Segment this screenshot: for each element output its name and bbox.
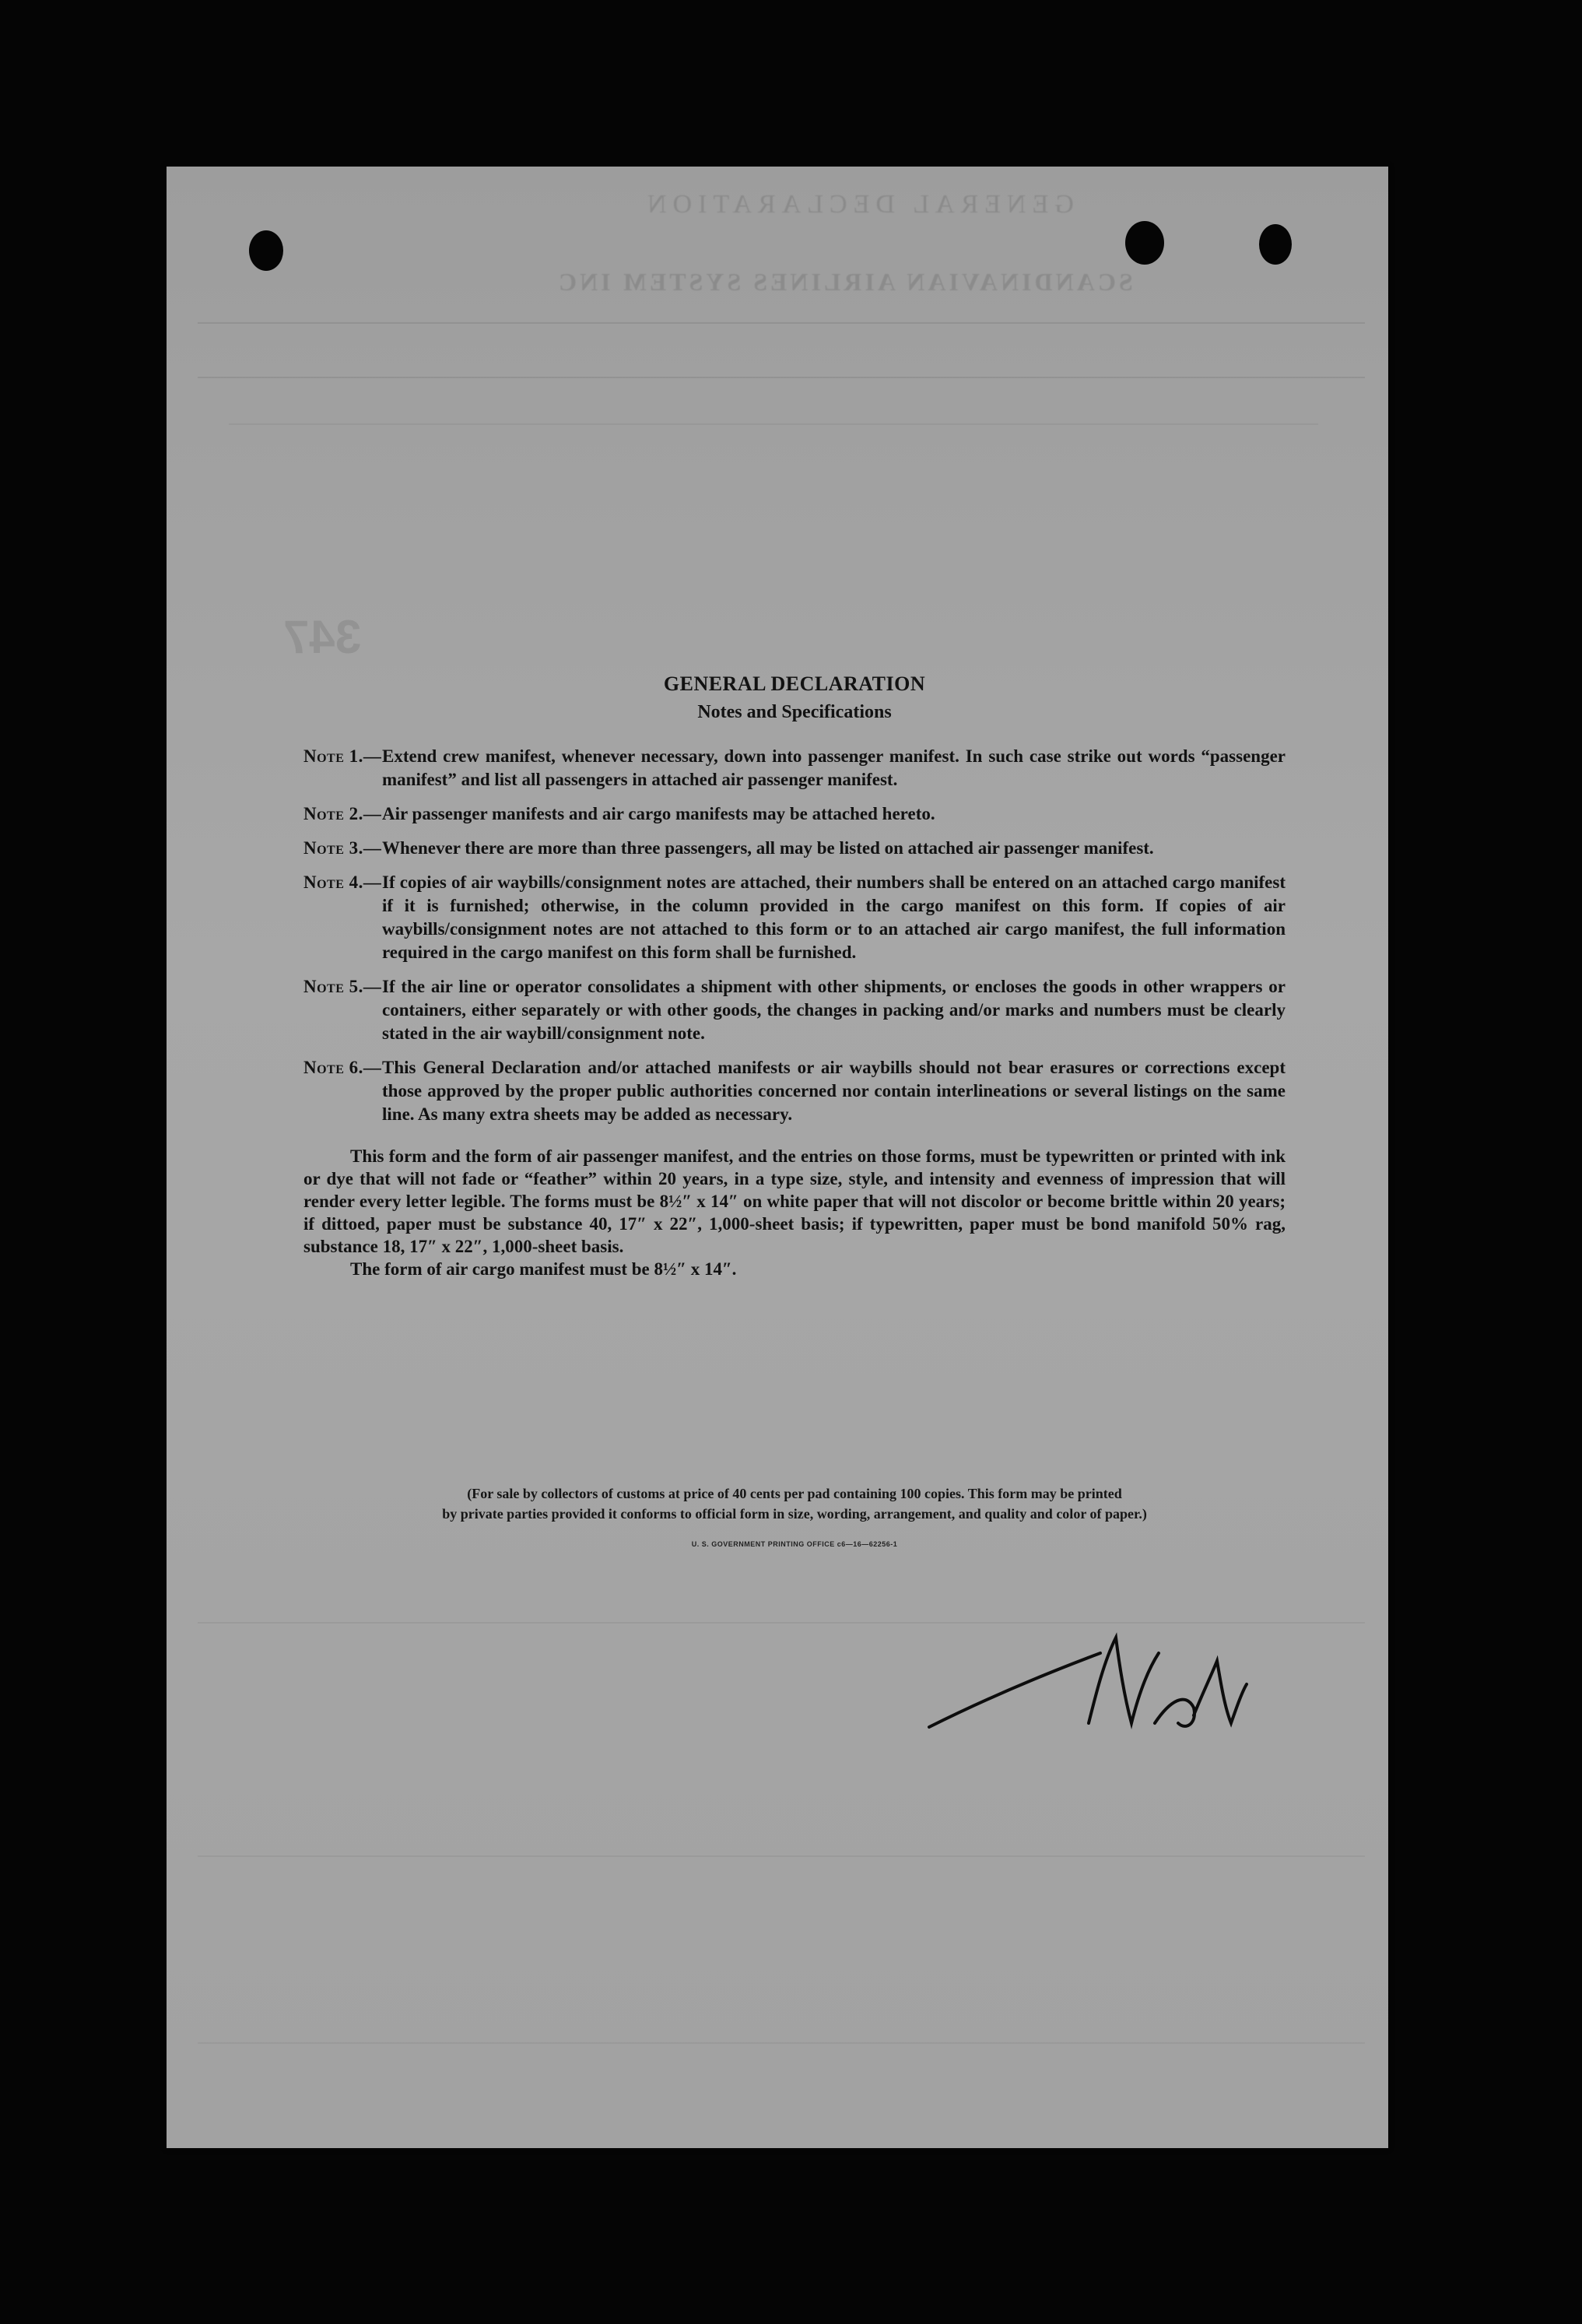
sale-notice: [303, 1483, 1286, 1524]
note-5: [303, 975, 1286, 1045]
bleed-through-rule: [198, 2042, 1365, 2044]
note-1: [303, 745, 1286, 792]
bleed-through-heading: GENERAL DECLARATION: [641, 190, 1074, 219]
document-page: [167, 167, 1388, 2148]
note-text: Whenever there are more than three passengers, all may be listed on attached air passenger manifest.: [382, 838, 1154, 858]
printer-imprint: U. S. GOVERNMENT PRINTING OFFICE c6—16—62256-1: [691, 1540, 898, 1548]
note-text: If the air line or operator consolidates a shipment with other shipments, or encloses the goods in other wrappers or containers, either separately or with other goods, the changes in packing and/or marks and numbers must be clearly stated in the air waybill/consignment note.: [382, 977, 1286, 1043]
note-text: This General Declaration and/or attached manifests or air waybills should not bear erasures or corrections except those approved by the proper public authorities concerned nor contain interlineations or several listings on the same line. As many extra sheets may be added as necessary.: [382, 1058, 1286, 1124]
bleed-through-rule: [198, 322, 1365, 324]
note-2: [303, 802, 1286, 826]
form-requirements-paragraph: This form and the form of air passenger manifest, and the entries on those forms, must be typewritten or printed with ink or dye that will not fade or “feather” within 20 years, in a type size, style, and intensity and evenness of impression that will render every letter legible. The forms must be 8½″ x 14″ on white paper that will not discolor or become brittle within 20 years; if dittoed, paper must be substance 40, 17″ x 22″, 1,000-sheet basis; if typewritten, paper must be bond manifold 50% rag, substance 18, 17″ x 22″, 1,000-sheet basis.: [303, 1146, 1286, 1256]
note-text: Air passenger manifests and air cargo manifests may be attached hereto.: [382, 804, 935, 823]
note-3: [303, 837, 1286, 860]
note-6: [303, 1056, 1286, 1126]
sale-notice-line-1: (For sale by collectors of customs at price of 40 cents per pad containing 100 copies. This form may be printed: [467, 1486, 1122, 1501]
note-text: Extend crew manifest, whenever necessary, down into passenger manifest. In such case strike out words “passenger manifest” and list all passengers in attached air passenger manifest.: [382, 746, 1286, 789]
cargo-manifest-size-line: The form of air cargo manifest must be 8½″ x 14″.: [350, 1259, 737, 1279]
bleed-through-rule: [198, 1855, 1365, 1857]
note-text: If copies of air waybills/consignment notes are attached, their numbers shall be entered on an attached cargo manifest if it is furnished; otherwise, in the column provided in the cargo manifest on this form. If copies of air waybills/consignment notes are not attached to this form or to an attached air cargo manifest, the full information required in the cargo manifest on this form shall be furnished.: [382, 872, 1286, 962]
note-label: Note 4.—: [303, 872, 382, 892]
note-label: Note 3.—: [303, 838, 382, 858]
sale-notice-line-2: by private parties provided it conforms to official form in size, wording, arrangement, and quality and color of paper.): [442, 1506, 1147, 1522]
note-label: Note 2.—: [303, 804, 382, 823]
note-label: Note 6.—: [303, 1058, 382, 1077]
bleed-through-airline: SCANDINAVIAN AIRLINES SYSTEM INC: [556, 268, 1133, 296]
note-label: Note 1.—: [303, 746, 382, 766]
bleed-through-rule: [229, 423, 1318, 425]
punch-hole-right: [1125, 221, 1164, 265]
notes-section: [303, 672, 1286, 1280]
note-label: Note 5.—: [303, 977, 382, 996]
punch-hole-far-right: [1259, 224, 1292, 265]
punch-hole-left: [249, 230, 283, 271]
bleed-through-rule: [198, 377, 1365, 378]
handwritten-signature: [921, 1606, 1248, 1747]
note-4: [303, 871, 1286, 964]
document-subtitle: Notes and Specifications: [697, 702, 892, 722]
document-title: GENERAL DECLARATION: [663, 672, 926, 695]
bleed-through-number: 347: [283, 611, 362, 663]
